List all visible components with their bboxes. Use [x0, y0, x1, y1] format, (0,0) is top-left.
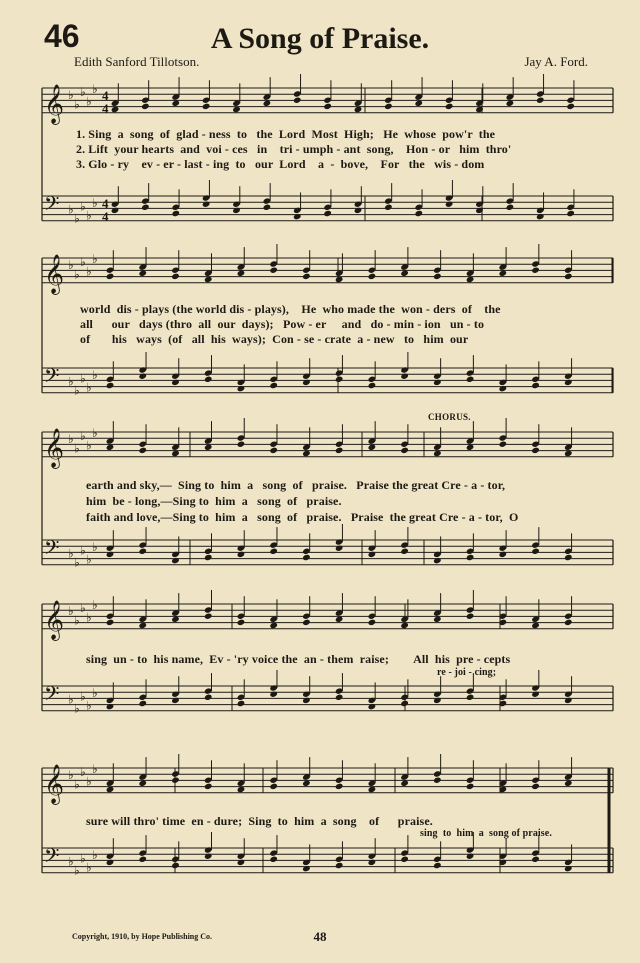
lyric-line-alto: re - joi - cing; — [437, 667, 497, 678]
note-head — [204, 783, 213, 790]
note-head — [536, 97, 545, 104]
flat-sign: ♭ — [86, 698, 92, 713]
note-head — [566, 210, 575, 217]
flat-sign: ♭ — [92, 598, 98, 612]
note-head — [368, 551, 377, 558]
flat-sign: ♭ — [86, 552, 92, 567]
note-head — [433, 273, 442, 280]
note-head — [466, 694, 475, 701]
note-head — [269, 548, 278, 555]
time-signature: 4 — [102, 101, 109, 116]
note-head — [138, 447, 147, 454]
note-head — [302, 379, 311, 386]
note-head — [269, 856, 278, 863]
note-head — [106, 551, 115, 558]
lyric-line: sing un - to his name, Ev - 'ry voice the an - them raise; All his pre - cepts — [86, 652, 511, 666]
note-head — [433, 862, 442, 869]
note-head — [466, 554, 475, 561]
lyric-line: 3. Glo - ry ev - er - last - ing to our Lord a - bove, For the wis - dom — [76, 157, 485, 171]
page-number: 48 — [313, 929, 327, 944]
lyric-line: 2. Lift your hearts and voi - ces in tri - umph - ant song, Hon - or him thro' — [76, 142, 512, 156]
flat-sign: ♭ — [74, 97, 80, 112]
bass-clef: 𝄢 — [44, 844, 60, 872]
flat-sign: ♭ — [86, 380, 92, 395]
note-head — [171, 557, 180, 564]
note-head — [384, 103, 393, 110]
note-head — [335, 783, 344, 790]
flat-sign: ♭ — [80, 601, 86, 616]
note-head — [138, 856, 147, 863]
note-head — [204, 554, 213, 561]
flat-sign: ♭ — [80, 255, 86, 270]
note-head — [335, 447, 344, 454]
note-head — [171, 273, 180, 280]
flat-sign: ♭ — [80, 689, 86, 704]
treble-clef: 𝄞 — [44, 254, 65, 294]
note-head — [354, 207, 363, 214]
flat-sign: ♭ — [74, 441, 80, 456]
note-head — [302, 619, 311, 626]
bass-clef: 𝄢 — [44, 364, 60, 392]
note-head — [400, 856, 409, 863]
note-head — [237, 619, 246, 626]
note-head — [204, 853, 213, 860]
flat-sign: ♭ — [80, 85, 86, 100]
flat-sign: ♭ — [80, 851, 86, 866]
note-head — [323, 210, 332, 217]
note-head — [564, 619, 573, 626]
note-head — [564, 697, 573, 704]
note-head — [204, 694, 213, 701]
flat-sign: ♭ — [92, 426, 98, 440]
note-head — [564, 554, 573, 561]
author-credit: Edith Sanford Tillotson. — [74, 54, 200, 69]
flat-sign: ♭ — [86, 264, 92, 279]
note-head — [506, 204, 515, 211]
flat-sign: ♭ — [92, 196, 98, 211]
note-head — [106, 382, 115, 389]
note-head — [531, 856, 540, 863]
note-head — [335, 545, 344, 552]
note-head — [466, 376, 475, 383]
lyric-line: faith and love,—Sing to him a song of praise. Praise the great Cre - a - tor, O — [86, 510, 519, 524]
copyright-notice: Copyright, 1910, by Hope Publishing Co. — [72, 932, 213, 941]
bass-clef: 𝄢 — [44, 192, 60, 220]
flat-sign: ♭ — [86, 860, 92, 875]
note-head — [368, 619, 377, 626]
flat-sign: ♭ — [68, 604, 74, 619]
note-head — [263, 204, 272, 211]
chorus-label: CHORUS. — [428, 412, 471, 422]
note-head — [302, 865, 311, 872]
note-head — [564, 273, 573, 280]
note-head — [531, 447, 540, 454]
note-head — [269, 267, 278, 274]
note-head — [531, 783, 540, 790]
note-head — [171, 379, 180, 386]
time-signature: 4 — [102, 88, 109, 103]
treble-clef: 𝄞 — [44, 84, 65, 124]
flat-sign: ♭ — [74, 701, 80, 716]
note-head — [466, 613, 475, 620]
note-head — [499, 441, 508, 448]
note-head — [368, 382, 377, 389]
flat-sign: ♭ — [80, 199, 86, 214]
note-head — [564, 865, 573, 872]
flat-sign: ♭ — [68, 258, 74, 273]
note-head — [269, 447, 278, 454]
note-head — [293, 213, 302, 220]
note-head — [499, 385, 508, 392]
note-head — [293, 97, 302, 104]
note-head — [237, 551, 246, 558]
lyric-line: all our days (thro all our days); Pow - er and do - min - ion un - to — [80, 317, 485, 331]
flat-sign: ♭ — [74, 267, 80, 282]
note-head — [204, 613, 213, 620]
hymn-number: 46 — [44, 18, 80, 54]
note-head — [414, 210, 423, 217]
note-head — [138, 700, 147, 707]
note-head — [111, 207, 120, 214]
flat-sign: ♭ — [80, 371, 86, 386]
flat-sign: ♭ — [74, 383, 80, 398]
note-head — [384, 204, 393, 211]
treble-clef: 𝄞 — [44, 428, 65, 468]
note-head — [302, 554, 311, 561]
note-head — [566, 103, 575, 110]
flat-sign: ♭ — [74, 211, 80, 226]
note-head — [237, 700, 246, 707]
flat-sign: ♭ — [86, 208, 92, 223]
note-head — [531, 548, 540, 555]
time-signature: 4 — [102, 196, 109, 211]
note-head — [400, 548, 409, 555]
note-head — [141, 204, 150, 211]
flat-sign: ♭ — [68, 546, 74, 561]
note-head — [531, 382, 540, 389]
note-head — [204, 376, 213, 383]
note-head — [335, 376, 344, 383]
flat-sign: ♭ — [68, 692, 74, 707]
note-head — [433, 697, 442, 704]
flat-sign: ♭ — [86, 774, 92, 789]
flat-sign: ♭ — [74, 863, 80, 878]
flat-sign: ♭ — [86, 438, 92, 453]
flat-sign: ♭ — [68, 374, 74, 389]
flat-sign: ♭ — [92, 540, 98, 555]
note-head — [202, 103, 211, 110]
note-head — [171, 210, 180, 217]
note-head — [171, 862, 180, 869]
bass-clef: 𝄢 — [44, 536, 60, 564]
note-head — [400, 700, 409, 707]
note-head — [564, 379, 573, 386]
note-head — [171, 777, 180, 784]
note-head — [531, 691, 540, 698]
flat-sign: ♭ — [68, 854, 74, 869]
bass-clef: 𝄢 — [44, 682, 60, 710]
flat-sign: ♭ — [92, 82, 98, 96]
note-head — [466, 853, 475, 860]
note-head — [106, 859, 115, 866]
note-head — [400, 373, 409, 380]
note-head — [400, 447, 409, 454]
note-head — [232, 207, 241, 214]
note-head — [141, 103, 150, 110]
treble-clef: 𝄞 — [44, 600, 65, 640]
note-head — [445, 103, 454, 110]
flat-sign: ♭ — [86, 94, 92, 109]
hymn-title: A Song of Praise. — [210, 22, 430, 55]
note-head — [106, 273, 115, 280]
flat-sign: ♭ — [74, 777, 80, 792]
lyric-line: sure will thro' time en - dure; Sing to him a song of praise. — [86, 814, 433, 828]
treble-clef: 𝄞 — [44, 764, 65, 804]
note-head — [302, 697, 311, 704]
flat-sign: ♭ — [68, 432, 74, 447]
note-head — [335, 694, 344, 701]
note-head — [269, 691, 278, 698]
flat-sign: ♭ — [92, 686, 98, 701]
note-head — [302, 273, 311, 280]
note-head — [368, 703, 377, 710]
note-head — [368, 859, 377, 866]
note-head — [269, 382, 278, 389]
flat-sign: ♭ — [86, 610, 92, 625]
flat-sign: ♭ — [80, 543, 86, 558]
lyric-line-alto: sing to him a song of praise. — [420, 828, 552, 839]
flat-sign: ♭ — [74, 613, 80, 628]
flat-sign: ♭ — [92, 762, 98, 776]
note-head — [237, 385, 246, 392]
note-head — [445, 201, 454, 208]
note-head — [269, 783, 278, 790]
note-head — [323, 103, 332, 110]
note-head — [106, 619, 115, 626]
flat-sign: ♭ — [92, 252, 98, 266]
note-head — [433, 379, 442, 386]
flat-sign: ♭ — [80, 429, 86, 444]
note-head — [536, 213, 545, 220]
lyric-line: him be - long,—Sing to him a song of praise. — [86, 494, 342, 508]
note-head — [499, 551, 508, 558]
note-head — [138, 548, 147, 555]
note-head — [106, 703, 115, 710]
flat-sign: ♭ — [92, 848, 98, 863]
note-head — [237, 441, 246, 448]
flat-sign: ♭ — [68, 768, 74, 783]
lyric-line: earth and sky,— Sing to him a song of praise. Praise the great Cre - a - tor, — [86, 478, 506, 492]
note-head — [433, 777, 442, 784]
time-signature: 4 — [102, 209, 109, 224]
note-head — [433, 557, 442, 564]
flat-sign: ♭ — [92, 368, 98, 383]
note-head — [335, 862, 344, 869]
composer-credit: Jay A. Ford. — [524, 54, 588, 69]
note-head — [531, 267, 540, 274]
flat-sign: ♭ — [68, 88, 74, 103]
note-head — [138, 373, 147, 380]
note-head — [368, 273, 377, 280]
note-head — [202, 201, 211, 208]
note-head — [466, 783, 475, 790]
note-head — [237, 859, 246, 866]
flat-sign: ♭ — [80, 765, 86, 780]
lyric-line: world dis - plays (the world dis - plays), He who made the won - ders of the — [80, 302, 501, 316]
flat-sign: ♭ — [68, 202, 74, 217]
note-head — [171, 697, 180, 704]
flat-sign: ♭ — [74, 555, 80, 570]
lyric-line: of his ways (of all his ways); Con - se - crate a - new to him our — [80, 332, 469, 346]
lyric-line: 1. Sing a song of glad - ness to the Lord Most High; He whose pow'r the — [76, 127, 496, 141]
